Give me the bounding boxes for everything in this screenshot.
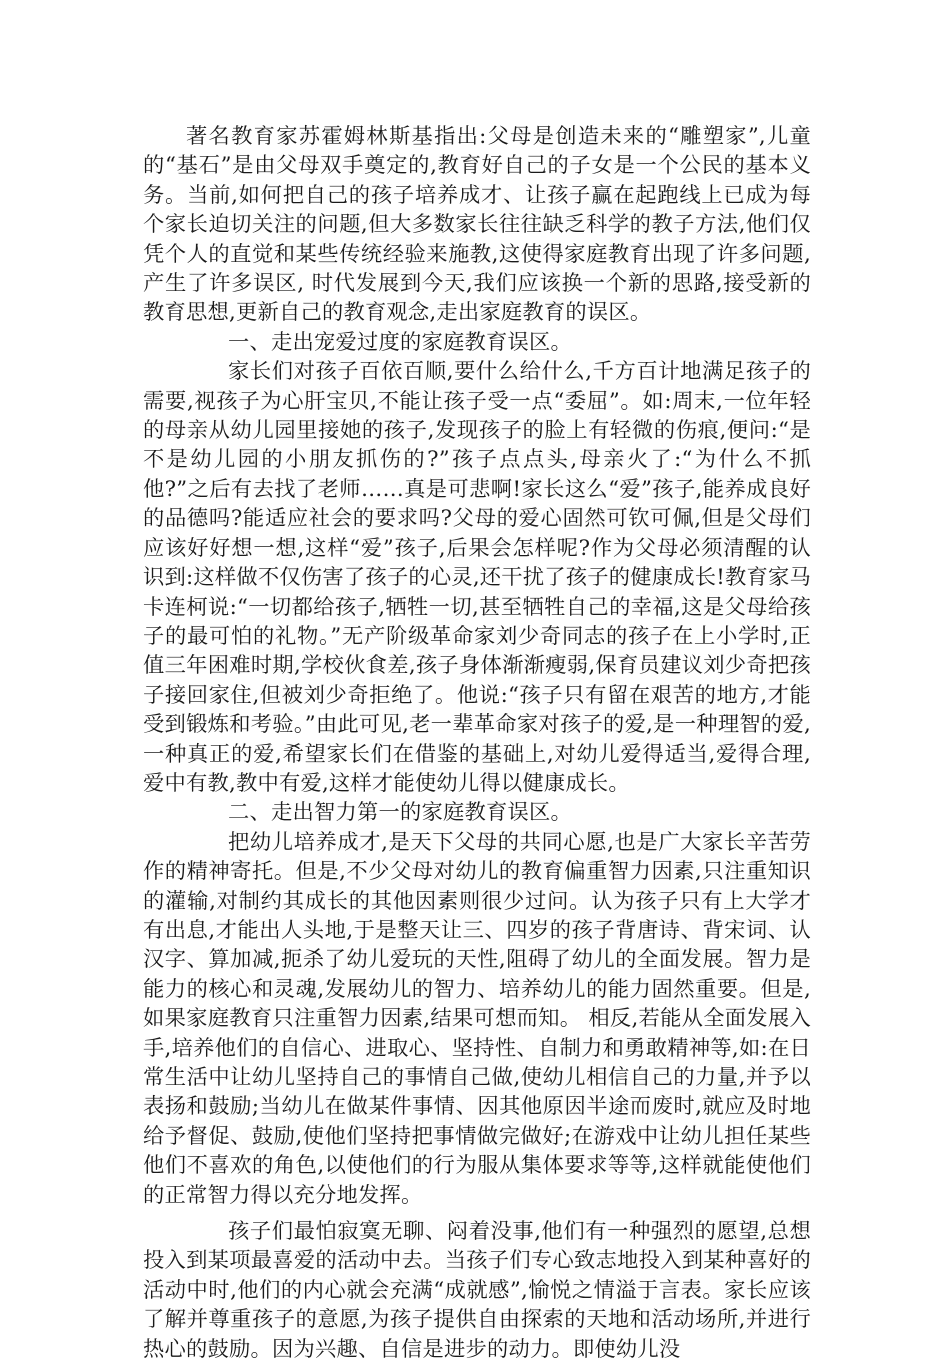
section-1-paragraph: 家长们对孩子百依百顺,要什么给什么,千方百计地满足孩子的需要,视孩子为心肝宝贝,不能让孩子受一点“委屈”。如:周末,一位年轻的母亲从幼儿园里接她的孩子,发现孩子的脸上有轻微的伤痕,便问:“是不是幼儿园的小朋友抓伤的?”孩子点点头,母亲火了:“为什么不抓他?”之后有去找了老师……真是可悲啊!家长这么“爱”孩子,能养成良好的品德吗?能适应社会的要求吗?父母的爱心固然可钦可佩,但是父母们应该好好想一想,这样“爱”孩子,后果会怎样呢?作为父母必须清醒的认识到:这样做不仅伤害了孩子的心灵,还干扰了孩子的健康成长!教育家马卡连柯说:“一切都给孩子,牺牲一切,甚至牺牲自己的幸福,这是父母给孩子的最可怕的礼物。”无产阶级革命家刘少奇同志的孩子在上小学时,正值三年困难时期,学校伙食差,孩子身体渐渐瘦弱,保育员建议刘少奇把孩子接回家住,但被刘少奇拒绝了。他说:“孩子只有留在艰苦的地方,才能受到锻炼和考验。”由此可见,老一辈革命家对孩子的爱,是一种理智的爱,一种真正的爱,希望家长们在借鉴的基础上,对幼儿爱得适当,爱得合理,爱中有教,教中有爱,这样才能使幼儿得以健康成长。 (143, 359, 812, 796)
section-heading-2: 二、走出智力第一的家庭教育误区。 (228, 800, 572, 826)
section-heading-1: 一、走出宠爱过度的家庭教育误区。 (228, 329, 572, 355)
section-2-paragraph-continued: 孩子们最怕寂寞无聊、闷着没事,他们有一种强烈的愿望,总想投入到某项最喜爱的活动中去。当孩子们专心致志地投入到某种喜好的活动中时,他们的内心就会充满“成就感”,愉悦之情溢于言表。家长应该了解并尊重孩子的意愿,为孩子提供自由探索的天地和活动场所,并进行热心的鼓励。因为兴趣、自信是进步的动力。即使幼儿没 (143, 1219, 811, 1362)
intro-paragraph: 著名教育家苏霍姆林斯基指出:父母是创造未来的“雕塑家”,儿童的“基石”是由父母双手奠定的,教育好自己的子女是一个公民的基本义务。当前,如何把自己的孩子培养成才、让孩子赢在起跑线上已成为每个家长迫切关注的问题,但大多数家长往往缺乏科学的教子方法,他们仅凭个人的直觉和某些传统经验来施教,这使得家庭教育出现了许多问题,产生了许多误区, 时代发展到今天,我们应该换一个新的思路,接受新的教育思想,更新自己的教育观念,走出家庭教育的误区。 (143, 124, 811, 326)
section-2-paragraph: 把幼儿培养成才,是天下父母的共同心愿,也是广大家长辛苦劳作的精神寄托。但是,不少父母对幼儿的教育偏重智力因素,只注重知识的灌输,对制约其成长的其他因素则很少过问。认为孩子只有上大学才有出息,才能出人头地,于是整天让三、四岁的孩子背唐诗、背宋词、认汉字、算加减,扼杀了幼儿爱玩的天性,阻碍了幼儿的全面发展。智力是能力的核心和灵魂,发展幼儿的智力、培养幼儿的能力固然重要。但是,如果家庭教育只注重智力因素,结果可想而知。 相反,若能从全面发展入手,培养他们的自信心、进取心、坚持性、自制力和勇敢精神等,如:在日常生活中让幼儿坚持自己的事情自己做,使幼儿相信自己的力量,并予以表扬和鼓励;当幼儿在做某件事情、因其他原因半途而废时,就应及时地给予督促、鼓励,使他们坚持把事情做完做好;在游戏中让幼儿担任某些他们不喜欢的角色,以使他们的行为服从集体要求等等,这样就能使他们的正常智力得以充分地发挥。 (143, 829, 811, 1208)
document-body (143, 122, 811, 1364)
